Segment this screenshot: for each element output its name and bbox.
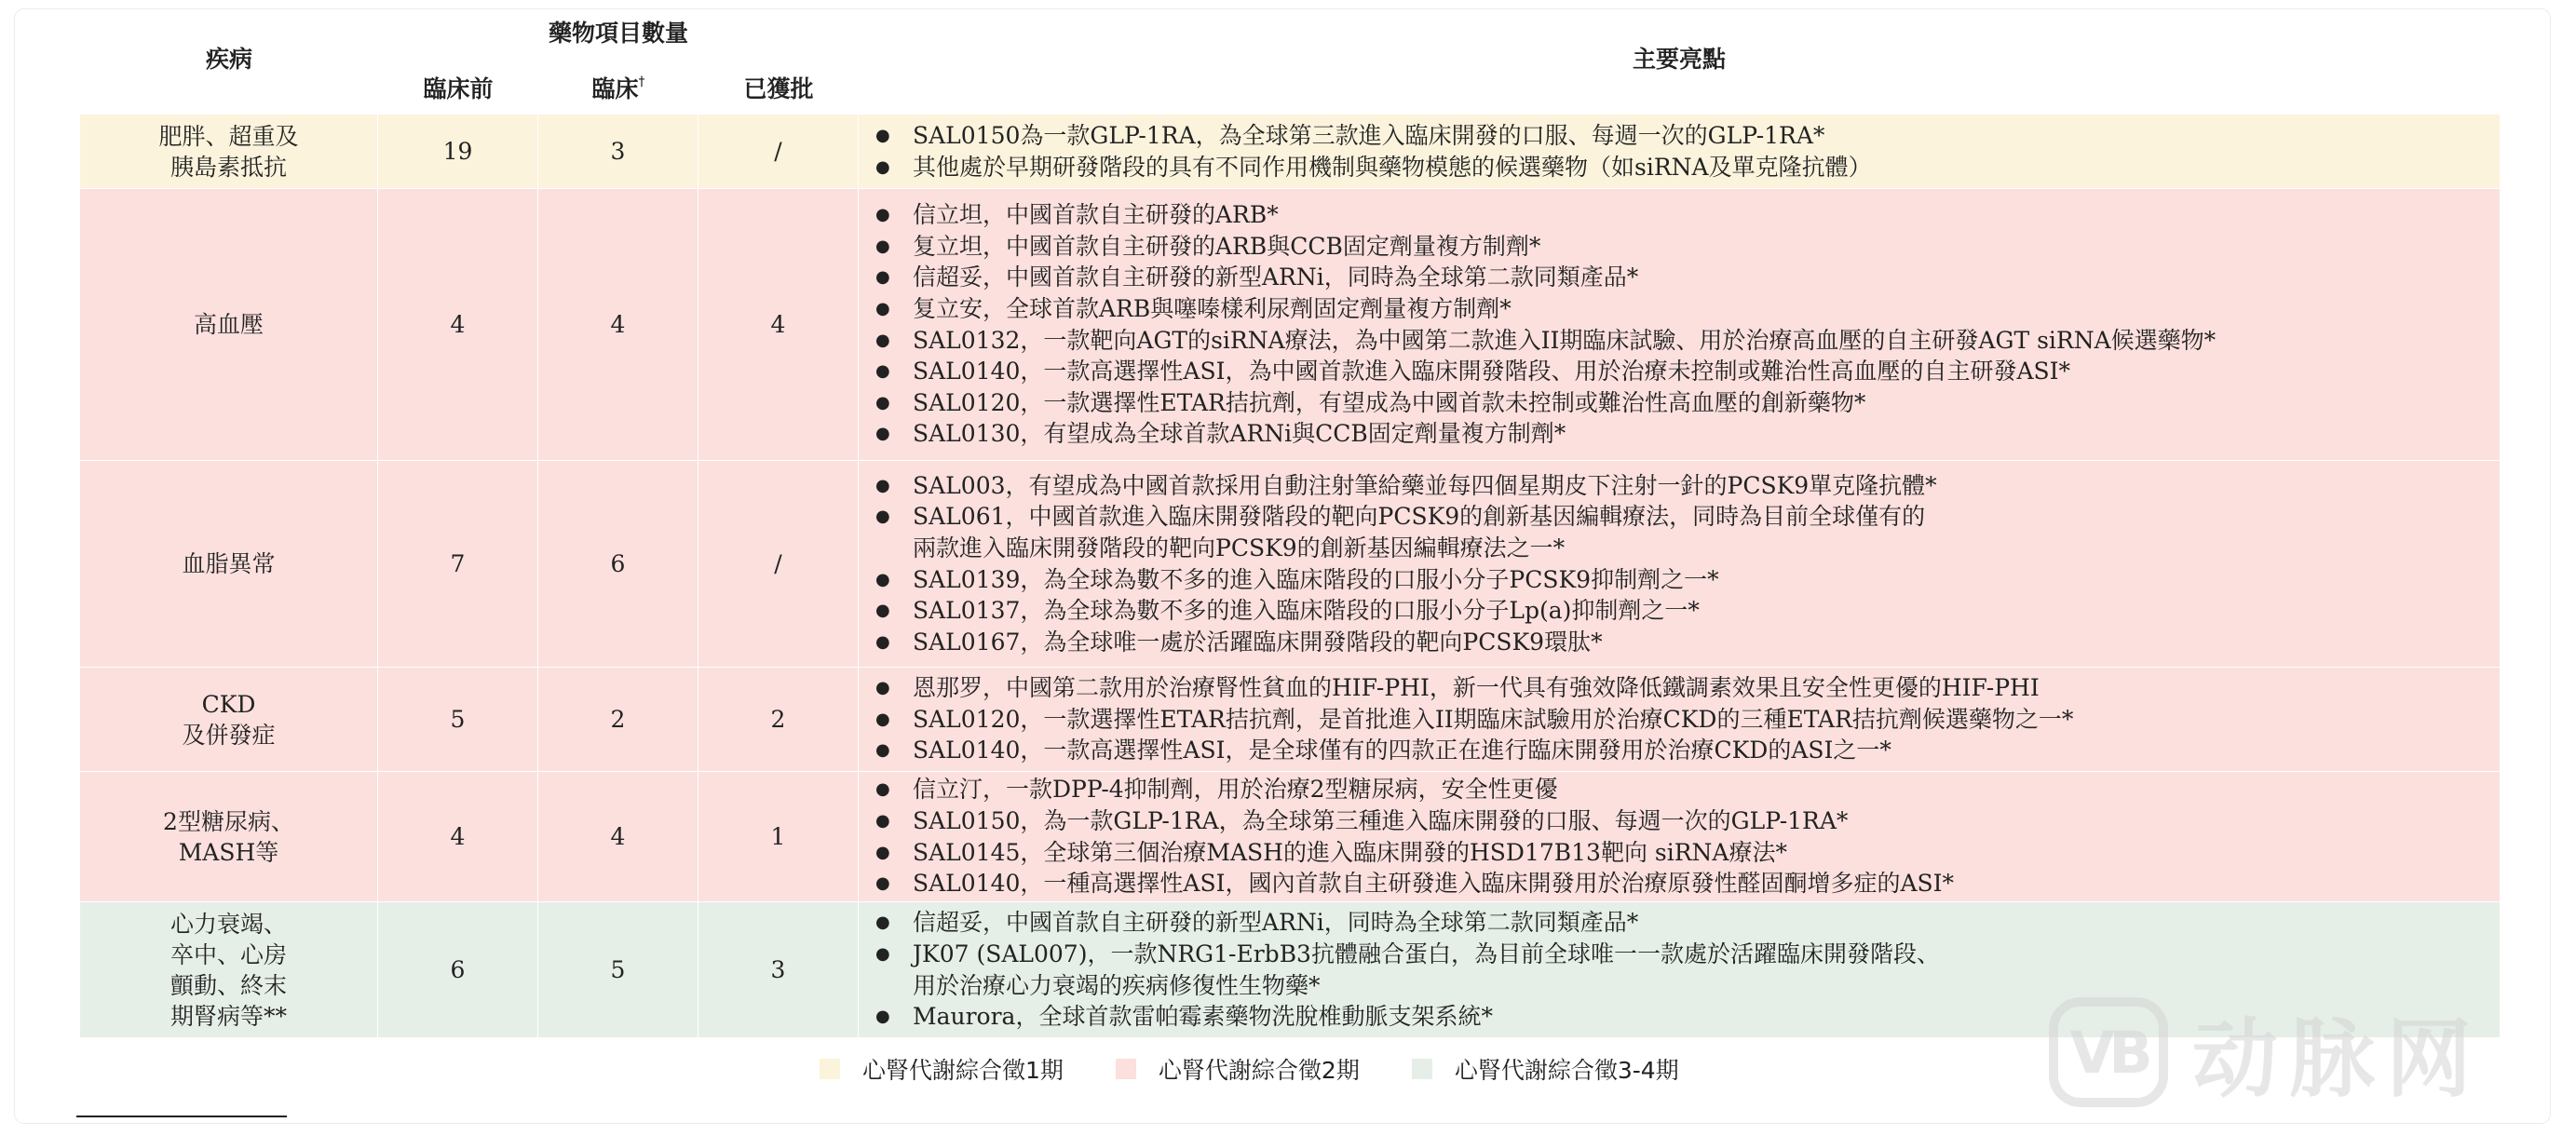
clinical-count: 3 [538,115,698,188]
highlight-text: SAL0145，全球第三個治療MASH的進入臨床開發的HSD17B13靶向 siRNA療法* [913,838,1787,866]
highlight-text: SAL003，有望成為中國首款採用自動注射筆給藥並每四個星期皮下注射一針的PCSK9單克隆抗體* [913,471,1937,499]
highlight-text: SAL0167，為全球唯一處於活躍臨床開發階段的靶向PCSK9環肽* [913,628,1603,656]
highlights-cell [859,668,2500,771]
bullet-icon: ● [875,873,890,894]
approved-count: 2 [698,668,859,771]
table-row [80,771,2500,901]
disease-name-line: 顫動、終末 [169,971,287,999]
highlight-text: SAL0140，一種高選擇性ASI，國內首款自主研發進入臨床開發用於治療原發性醛固酮增多症的ASI* [913,870,1955,898]
approved-count: 1 [698,772,859,901]
preclinical-count: 7 [378,461,538,667]
disease-name-line: 及併發症 [182,721,276,749]
legend-swatch [820,1059,840,1079]
header-clinical-label: 臨床 [591,75,639,102]
highlight-item [868,120,1872,152]
disease-cell [80,189,378,460]
highlight-text: 信立坦，中國首款自主研發的ARB* [913,201,1279,229]
disease-name-line: 血脂異常 [182,550,276,577]
preclinical-count: 4 [378,772,538,901]
highlight-text: 信立汀，一款DPP-4抑制劑，用於治療2型糖尿病，安全性更優 [913,776,1558,804]
highlight-item [868,1001,1940,1033]
disease-name-line: 高血壓 [193,311,264,338]
highlights-cell [859,115,2500,188]
disease-name-line: 肥胖、超重及 [158,122,299,150]
highlight-item [868,672,2073,704]
watermark-text: 动脉网 [2192,1009,2484,1109]
bullet-icon: ● [875,1007,890,1027]
highlight-item [868,152,1872,183]
legend-label: 心腎代謝綜合徵3-4期 [1454,1057,1679,1084]
highlight-item [868,837,1954,869]
highlight-item [868,868,1954,899]
bullet-icon: ● [875,810,890,831]
highlight-item [868,735,2073,766]
disease-name-line: 心力衰竭、 [169,910,287,938]
highlight-text: SAL0139，為全球為數不多的進入臨床階段的口服小分子PCSK9抑制劑之一* [913,565,1719,593]
highlight-item [868,907,1940,939]
disease-cell [80,461,378,667]
highlights-list [868,470,1937,658]
legend-item [1412,1052,1679,1086]
disease-name-line: CKD [201,690,256,718]
header-highlights: 主要亮點 [1632,46,1726,73]
pipeline-table [80,114,2500,1037]
disease-name-line: 2型糖尿病、 [163,807,294,835]
highlight-text: 兩款進入臨床開發階段的靶向PCSK9的創新基因編輯療法之一* [913,534,1566,561]
highlight-item [868,501,1937,563]
preclinical-count: 4 [378,189,538,460]
bullet-icon: ● [875,125,890,145]
bullet-icon: ● [875,779,890,800]
highlights-list [868,907,1940,1032]
approved-count: 4 [698,189,859,460]
highlight-text: SAL0130，有望成為全球首款ARNi與CCB固定劑量複方制劑* [913,420,1566,448]
bullet-icon: ● [875,267,890,288]
highlights-list [868,774,1954,899]
highlight-text: 复立坦，中國首款自主研發的ARB與CCB固定劑量複方制劑* [913,232,1541,260]
header-clinical-mark: † [638,74,645,89]
highlight-item [868,325,2216,357]
header-disease: 疾病 [205,46,252,73]
bullet-icon: ● [875,601,890,621]
clinical-count: 5 [538,902,698,1037]
legend-swatch [1116,1059,1136,1079]
bullet-icon: ● [875,507,890,527]
footnote-divider [76,1116,287,1117]
bullet-icon: ● [875,236,890,256]
highlight-item [868,939,1940,1001]
watermark [2049,991,2483,1114]
highlight-text: SAL0150為一款GLP-1RA，為全球第三款進入臨床開發的口服、每週一次的GLP-1RA* [913,121,1825,149]
highlights-cell [859,461,2500,667]
highlight-text: SAL0120，一款選擇性ETAR拮抗劑，有望成為中國首款未控制或難治性高血壓的創新藥物* [913,388,1866,416]
legend-item [1116,1052,1360,1086]
clinical-count: 6 [538,461,698,667]
highlight-item [868,470,1937,502]
bullet-icon: ● [875,678,890,698]
highlight-item [868,805,1954,837]
highlight-item [868,387,2216,419]
highlight-text: 用於治療心力衰竭的疾病修復性生物藥* [913,971,1321,999]
disease-name-line: 胰島素抵抗 [169,153,287,181]
bullet-icon: ● [875,709,890,729]
highlight-text: SAL0132，一款靶向AGT的siRNA療法，為中國第二款進入II期臨床試驗、用於治療高血壓的自主研發AGT siRNA候選藥物* [913,326,2217,354]
disease-cell [80,115,378,188]
bullet-icon: ● [875,361,890,382]
bullet-icon: ● [875,205,890,225]
highlights-list [868,199,2216,450]
disease-cell [80,902,378,1037]
highlights-list [868,120,1872,183]
highlight-text: SAL061，中國首款進入臨床開發階段的靶向PCSK9的創新基因編輯療法，同時為目前全球僅有的 [913,503,1926,531]
clinical-count: 2 [538,668,698,771]
header-preclinical: 臨床前 [423,75,494,102]
highlight-item [868,595,1937,627]
highlights-list [868,672,2073,766]
table-row [80,188,2500,460]
legend-swatch [1412,1059,1432,1079]
highlight-text: Maurora，全球首款雷帕霉素藥物洗脫椎動脈支架系統* [913,1003,1493,1031]
disease-name-line: MASH等 [178,838,279,866]
bullet-icon: ● [875,913,890,933]
bullet-icon: ● [875,943,890,964]
highlight-item [868,231,2216,263]
highlight-text: JK07 (SAL007)，一款NRG1-ErbB3抗體融合蛋白，為目前全球唯一一款處於活躍臨床開發階段、 [913,940,1940,967]
header-approved: 已獲批 [743,75,814,102]
highlight-item [868,199,2216,231]
header-clinical [538,71,698,104]
approved-count: 3 [698,902,859,1037]
clinical-count: 4 [538,772,698,901]
highlight-text: SAL0140，一款高選擇性ASI，為中國首款進入臨床開發階段、用於治療未控制或難治性高血壓的自主研發ASI* [913,358,2071,385]
bullet-icon: ● [875,475,890,495]
highlight-text: 复立安，全球首款ARB與噻嗪樣利尿劑固定劑量複方制劑* [913,294,1512,322]
header-drug-count: 藥物項目數量 [548,20,688,47]
highlight-item [868,356,2216,387]
bullet-icon: ● [875,842,890,862]
highlight-text: SAL0120，一款選擇性ETAR拮抗劑，是首批進入II期臨床試驗用於治療CKD的三種ETAR拮抗劑候選藥物之一* [913,705,2074,733]
highlight-item [868,262,2216,293]
highlight-item [868,627,1937,658]
highlight-text: 信超妥，中國首款自主研發的新型ARNi，同時為全球第二款同類產品* [913,264,1639,291]
table-row [80,667,2500,771]
highlight-text: SAL0150，為一款GLP-1RA，為全球第三種進入臨床開發的口服、每週一次的GLP-1RA* [913,806,1849,834]
highlight-item [868,418,2216,450]
highlights-cell [859,189,2500,460]
watermark-logo-icon: VB [2049,997,2168,1107]
table-row [80,460,2500,667]
preclinical-count: 19 [378,115,538,188]
highlight-text: SAL0140，一款高選擇性ASI，是全球僅有的四款正在進行臨床開發用於治療CKD的ASI之一* [913,737,1891,764]
approved-count: / [698,115,859,188]
highlight-text: 其他處於早期研發階段的具有不同作用機制與藥物模態的候選藥物（如siRNA及單克隆抗體） [913,153,1872,181]
bullet-icon: ● [875,298,890,318]
approved-count: / [698,461,859,667]
bullet-icon: ● [875,631,890,652]
bullet-icon: ● [875,424,890,444]
bullet-icon: ● [875,392,890,412]
stage-legend [820,1052,1731,1086]
clinical-count: 4 [538,189,698,460]
highlights-cell [859,772,2500,901]
highlight-item [868,704,2073,736]
highlight-text: SAL0137，為全球為數不多的進入臨床階段的口服小分子Lp(a)抑制劑之一* [913,597,1700,625]
bullet-icon: ● [875,330,890,350]
highlight-text: 信超妥，中國首款自主研發的新型ARNi，同時為全球第二款同類產品* [913,909,1639,937]
highlight-item [868,774,1954,805]
legend-item [820,1052,1064,1086]
disease-cell [80,772,378,901]
preclinical-count: 6 [378,902,538,1037]
legend-label: 心腎代謝綜合徵2期 [1158,1057,1360,1084]
disease-cell [80,668,378,771]
bullet-icon: ● [875,740,890,761]
legend-label: 心腎代謝綜合徵1期 [862,1057,1064,1084]
highlight-item [868,564,1937,596]
bullet-icon: ● [875,156,890,177]
preclinical-count: 5 [378,668,538,771]
table-row [80,114,2500,188]
bullet-icon: ● [875,569,890,589]
disease-name-line: 期腎病等** [169,1002,287,1030]
disease-name-line: 卒中、心房 [169,940,287,968]
highlight-item [868,293,2216,325]
highlight-text: 恩那罗，中國第二款用於治療腎性貧血的HIF-PHI，新一代具有強效降低鐵調素效果且安全性更優的HIF-PHI [913,674,2040,702]
